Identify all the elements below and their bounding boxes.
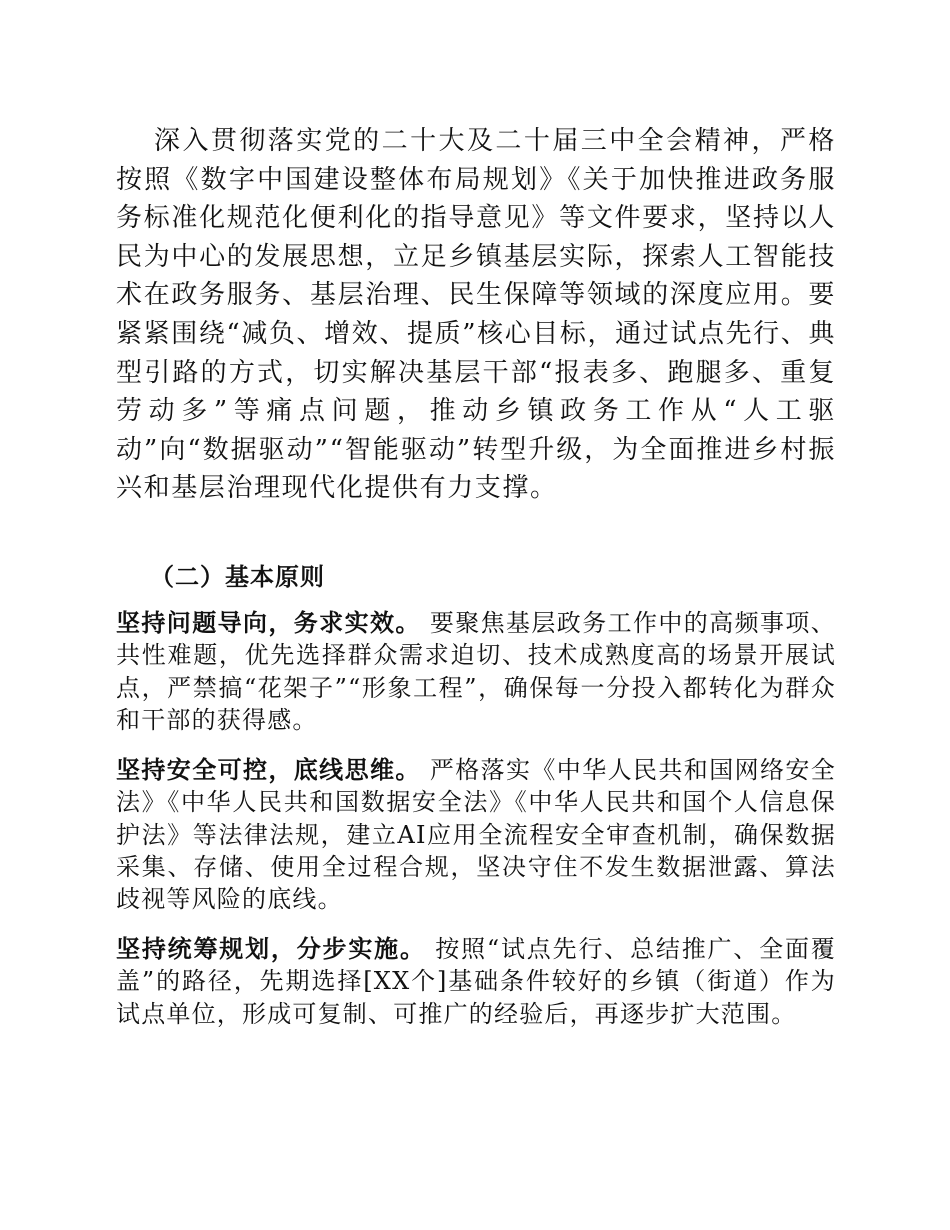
intro-paragraph: 深入贯彻落实党的二十大及二十届三中全会精神，严格按照《数字中国建设整体布局规划》《关于加快推进政务服务标准化规范化便利化的指导意见》等文件要求，坚持以人民为中心的发展思想，立足乡镇基层实际，探索人工智能技术在政务服务、基层治理、民生保障等领域的深度应用。要紧紧围绕“减负、增效、提质”核心目标，通过试点先行、典型引路的方式，切实解决基层干部“报表多、跑腿多、重复劳动多”等痛点问题，推动乡镇政务工作从“人工驱动”向“数据驱动”“智能驱动”转型升级，为全面推进乡村振兴和基层治理现代化提供有力支撑。 (116, 126, 836, 504)
principle-title: 坚持统筹规划，分步实施。 (116, 934, 426, 963)
principle-paragraph-planning (116, 933, 836, 1030)
principle-paragraph-security (116, 754, 836, 915)
principle-body: 严格落实《中华人民共和国网络安全法》《中华人民共和国数据安全法》《中华人民共和国个人信息保护法》等法律法规，建立AI应用全流程安全审查机制，确保数据采集、存储、使用全过程合规，坚决守住不发生数据泄露、算法歧视等风险的底线。 (116, 756, 836, 914)
principle-body: 要聚焦基层政务工作中的高频事项、共性难题，优先选择群众需求迫切、技术成熟度高的场景开展试点，严禁搞“花架子”“形象工程”，确保每一分投入都转化为群众和干部的获得感。 (116, 609, 836, 734)
principle-title: 坚持问题导向，务求实效。 (116, 608, 421, 637)
principle-body: 按照“试点先行、总结推广、全面覆盖”的路径，先期选择[XX个]基础条件较好的乡镇（街道）作为试点单位，形成可复制、可推广的经验后，再逐步扩大范围。 (116, 935, 836, 1028)
principle-title: 坚持安全可控，底线思维。 (116, 755, 421, 784)
section-heading-basic-principles: （二）基本原则 (150, 562, 325, 591)
principle-paragraph-problem-oriented (116, 607, 836, 736)
